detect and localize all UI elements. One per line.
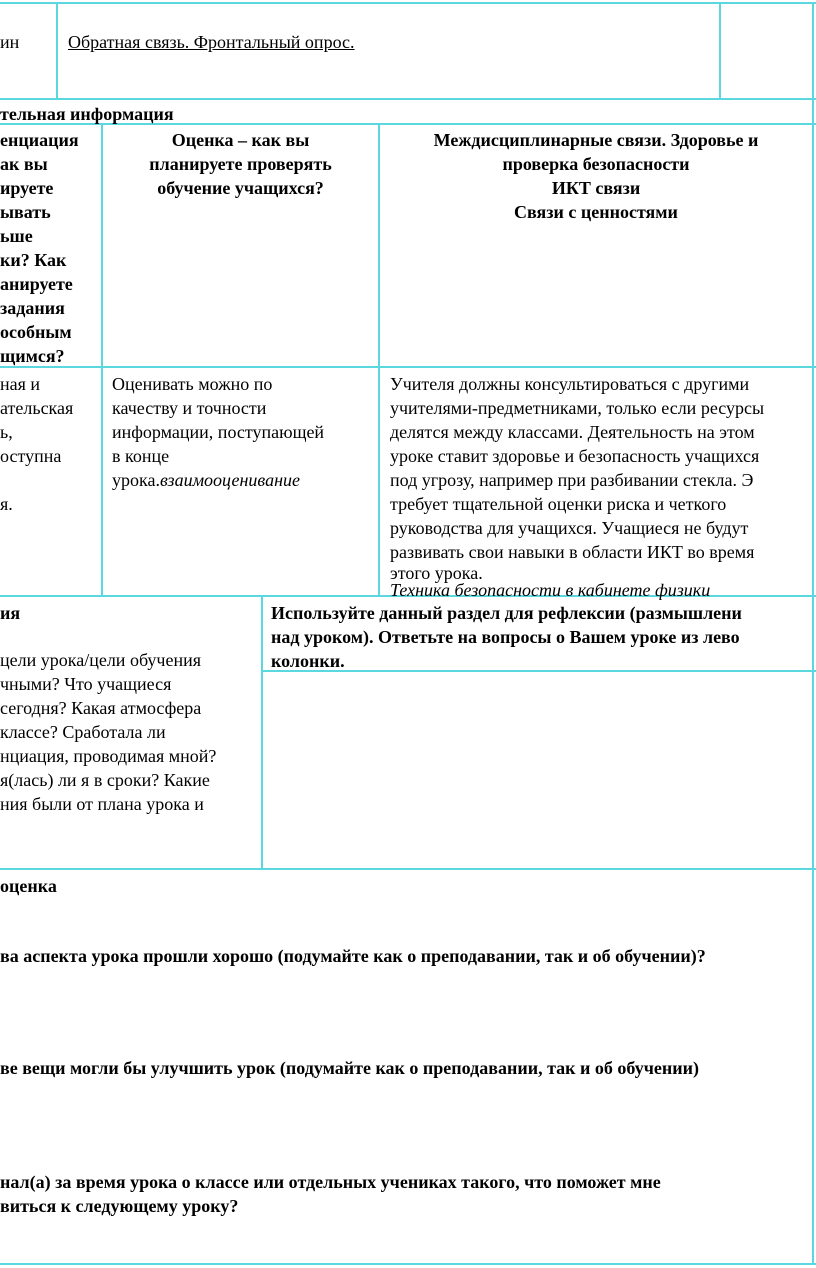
- border-reflection-bottom: [0, 868, 816, 870]
- reflection-left-line: нциация, проводимая мной?: [0, 746, 217, 766]
- content-col1-line: ь,: [0, 422, 13, 442]
- content-col3-line: руководства для учащихся. Учащиеся не будут: [390, 518, 749, 538]
- header-col2-line: планируете проверять: [149, 154, 332, 174]
- border-row1-v2: [719, 2, 721, 100]
- reflection-right-line: Используйте данный раздел для рефлексии (размышлени: [271, 603, 742, 623]
- reflection-left-line: классе? Сработала ли: [0, 722, 166, 742]
- reflection-header: ия: [0, 603, 21, 623]
- header-col1-line: анируете: [0, 274, 73, 294]
- header-col1-line: ки? Как: [0, 250, 67, 270]
- lesson-stage-title: Обратная связь. Фронтальный опрос.: [68, 32, 355, 52]
- header-col1-line: ывать: [0, 202, 51, 222]
- header-col1-line: щимся?: [0, 346, 65, 366]
- content-col3-line: этого урока.: [390, 563, 483, 583]
- content-col1-line: ательская: [0, 398, 74, 418]
- reflection-left-line: ния были от плана урока и: [0, 794, 204, 814]
- header-col2-line: обучение учащихся?: [157, 178, 324, 198]
- assessment-title: оценка: [0, 876, 57, 896]
- header-col1-line: ак вы: [0, 154, 48, 174]
- content-col3-line: развивать свои навыки в области ИКТ во время: [390, 542, 755, 562]
- border-reflection-v: [261, 595, 263, 870]
- header-col3-line: проверка безопасности: [502, 154, 690, 174]
- border-headers-bottom: [0, 366, 816, 368]
- content-col2-line: качеству и точности: [112, 398, 267, 418]
- assessment-question-1: ва аспекта урока прошли хорошо (подумайте как о преподавании, так и об обучении)?: [0, 946, 706, 966]
- reflection-right-line: колонки.: [271, 651, 345, 671]
- content-col1-line: ная и: [0, 374, 41, 394]
- header-col1-line: особным: [0, 322, 72, 342]
- content-col3-line: учителями-предметниками, только если ресурсы: [390, 398, 765, 418]
- reflection-left-line: чными? Что учащиеся: [0, 674, 172, 694]
- assessment-question-2: ве вещи могли бы улучшить урок (подумайте как о преподавании, так и об обучении): [0, 1058, 699, 1078]
- content-col3-line: требует тщательной оценки риска и четкого: [390, 494, 727, 514]
- content-col2-prefix: урока.: [112, 470, 160, 490]
- header-col2-line: Оценка – как вы: [171, 130, 310, 150]
- peer-assessment-label: взаимооценивание: [159, 470, 301, 490]
- header-col1-line: задания: [0, 298, 65, 318]
- content-col3-line: уроке ставит здоровье и безопасность учащихся: [390, 446, 760, 466]
- content-col1-line: я.: [0, 494, 13, 514]
- header-col1-line: енциация: [0, 130, 79, 150]
- section-header: тельная информация: [0, 104, 174, 124]
- border-top: [0, 2, 816, 4]
- assessment-question-3-cont: виться к следующему уроку?: [0, 1196, 239, 1216]
- assessment-question-3: нал(а) за время урока о классе или отдельных учениках такого, что поможет мне: [0, 1172, 661, 1192]
- header-col1-line: ьше: [0, 226, 33, 246]
- border-row1-bottom: [0, 98, 816, 100]
- border-bottom: [0, 1263, 816, 1265]
- reflection-right-line: над уроком). Ответьте на вопросы о Вашем уроке из лево: [271, 627, 740, 647]
- content-col3-line: делятся между классами. Деятельность на этом: [390, 422, 755, 442]
- content-col3-line: Учителя должны консультироваться с другими: [390, 374, 750, 394]
- content-col2-line: Оценивать можно по: [112, 374, 273, 394]
- header-col1-line: ируете: [0, 178, 54, 198]
- reflection-left-line: я(лась) ли я в сроки? Какие: [0, 770, 210, 790]
- border-right-2: [812, 98, 814, 1265]
- content-col2-last-line: [112, 468, 300, 492]
- header-col3-line: Связи с ценностями: [514, 202, 678, 222]
- row1-left-fragment: ин: [0, 32, 20, 52]
- content-col3-line: под угрозу, например при разбивании стекла. Э: [390, 470, 754, 490]
- content-col1-line: оступна: [0, 446, 62, 466]
- content-col2-line: в конце: [112, 446, 170, 466]
- border-row1-v1: [56, 2, 58, 100]
- header-col3-line: Междисциплинарные связи. Здоровье и: [433, 130, 759, 150]
- reflection-left-line: сегодня? Какая атмосфера: [0, 698, 202, 718]
- header-col3-line: ИКТ связи: [551, 178, 641, 198]
- border-right-1: [812, 2, 814, 100]
- content-col2-line: информации, поступающей: [112, 422, 325, 442]
- safety-note: Техника безопасности в кабинете физики: [390, 580, 711, 600]
- reflection-left-line: цели урока/цели обучения: [0, 650, 201, 670]
